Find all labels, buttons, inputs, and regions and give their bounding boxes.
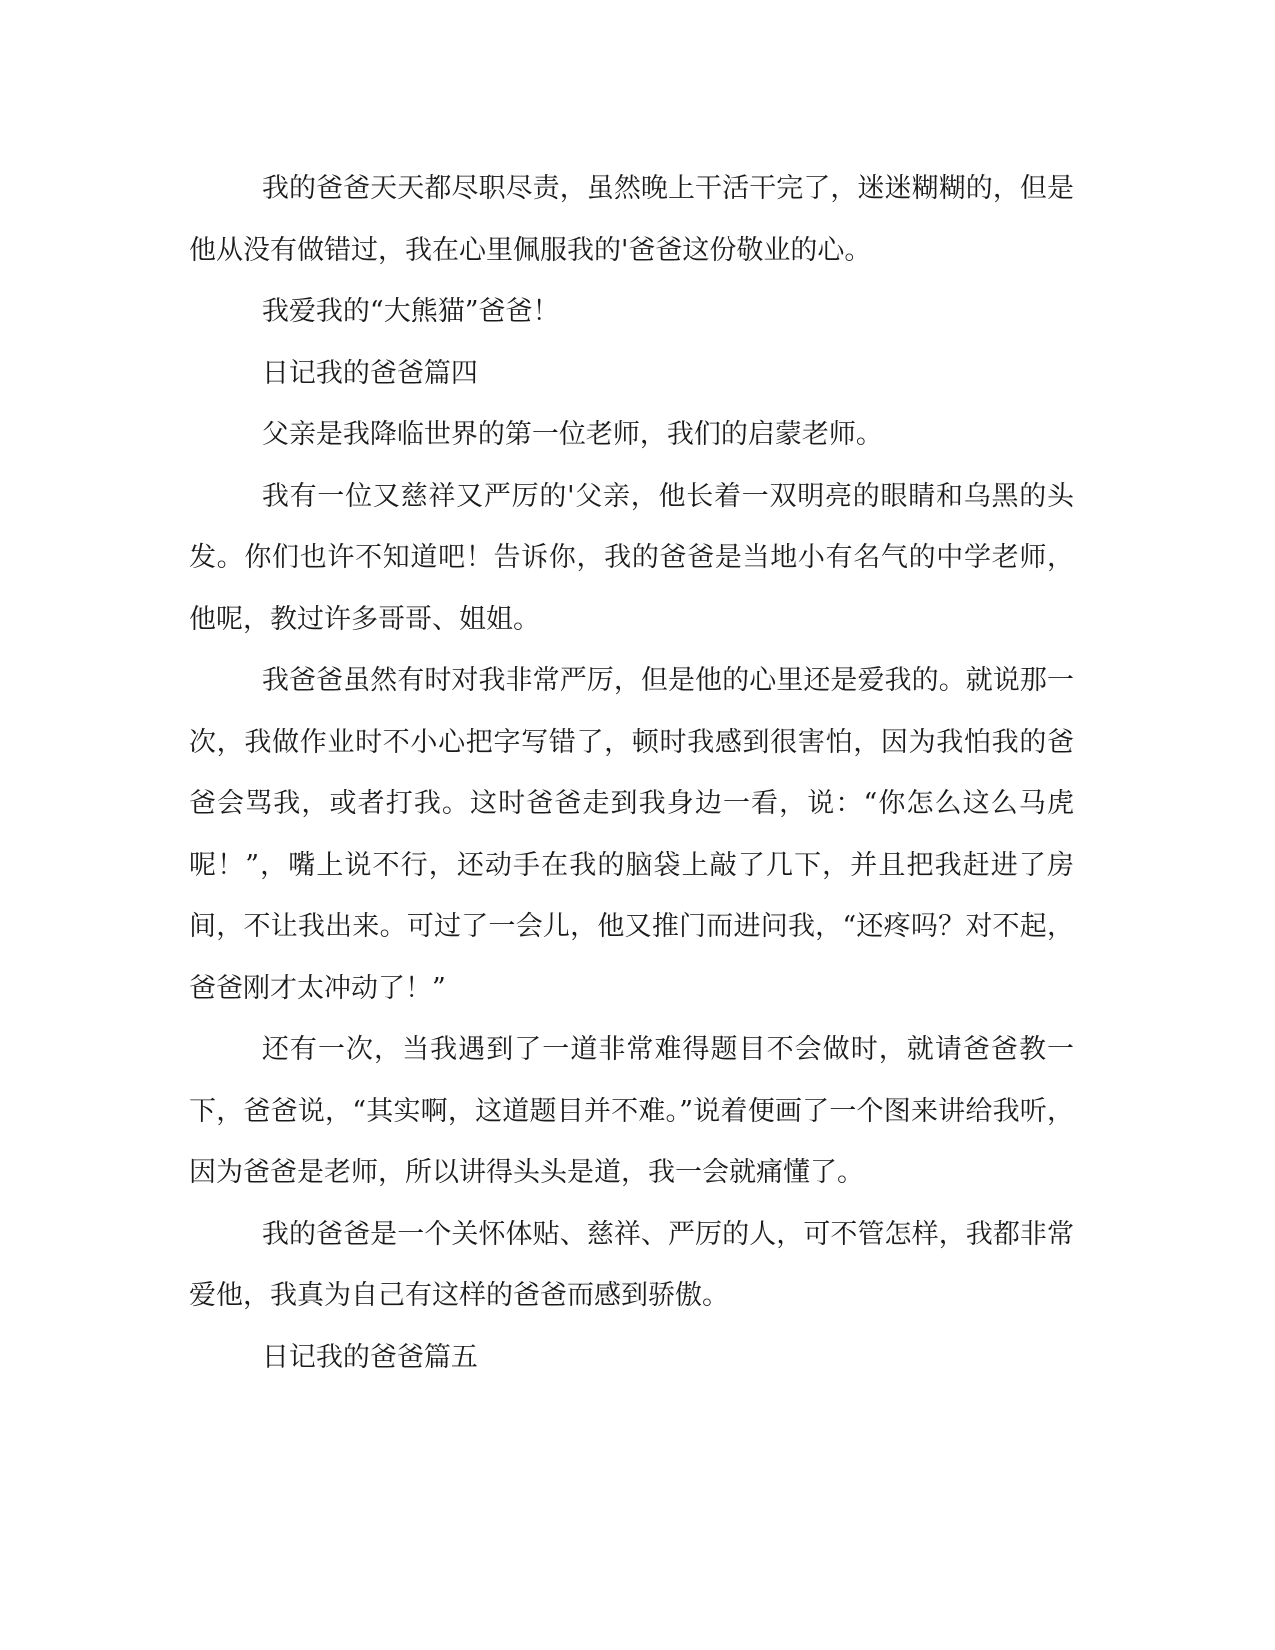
paragraph: 我爸爸虽然有时对我非常严厉，但是他的心里还是爱我的。就说那一次，我做作业时不小心把字写错了，顿时我感到很害怕，因为我怕我的爸爸会骂我，或者打我。这时爸爸走到我身边一看，说：“你怎么这么马虎呢！”，嘴上说不行，还动手在我的脑袋上敲了几下，并且把我赶进了房间，不让我出来。可过了一会儿，他又推门而进问我，“还疼吗？对不起，爸爸刚才太冲动了！” [189, 665, 1074, 1004]
paragraph: 我的爸爸是一个关怀体贴、慈祥、严厉的人，可不管怎样，我都非常爱他，我真为自己有这样的爸爸而感到骄傲。 [189, 1218, 1074, 1311]
section-heading: 日记我的爸爸篇四 [261, 357, 478, 389]
section-heading: 日记我的爸爸篇五 [261, 1341, 478, 1373]
paragraph: 我的爸爸天天都尽职尽责，虽然晚上干活干完了，迷迷糊糊的，但是他从没有做错过，我在心里佩服我的'爸爸这份敬业的心。 [189, 173, 1074, 266]
paragraph: 我爱我的“大熊猫”爸爸！ [261, 296, 560, 327]
document-body [189, 158, 1074, 1388]
paragraph: 父亲是我降临世界的第一位老师，我们的启蒙老师。 [261, 419, 883, 450]
paragraph: 还有一次，当我遇到了一道非常难得题目不会做时，就请爸爸教一下，爸爸说，“其实啊，这道题目并不难。”说着便画了一个图来讲给我听，因为爸爸是老师，所以讲得头头是道，我一会就痛懂了。 [189, 1034, 1074, 1188]
paragraph: 我有一位又慈祥又严厉的'父亲，他长着一双明亮的眼睛和乌黑的头发。你们也许不知道吧！告诉你，我的爸爸是当地小有名气的中学老师，他呢，教过许多哥哥、姐姐。 [189, 480, 1074, 635]
